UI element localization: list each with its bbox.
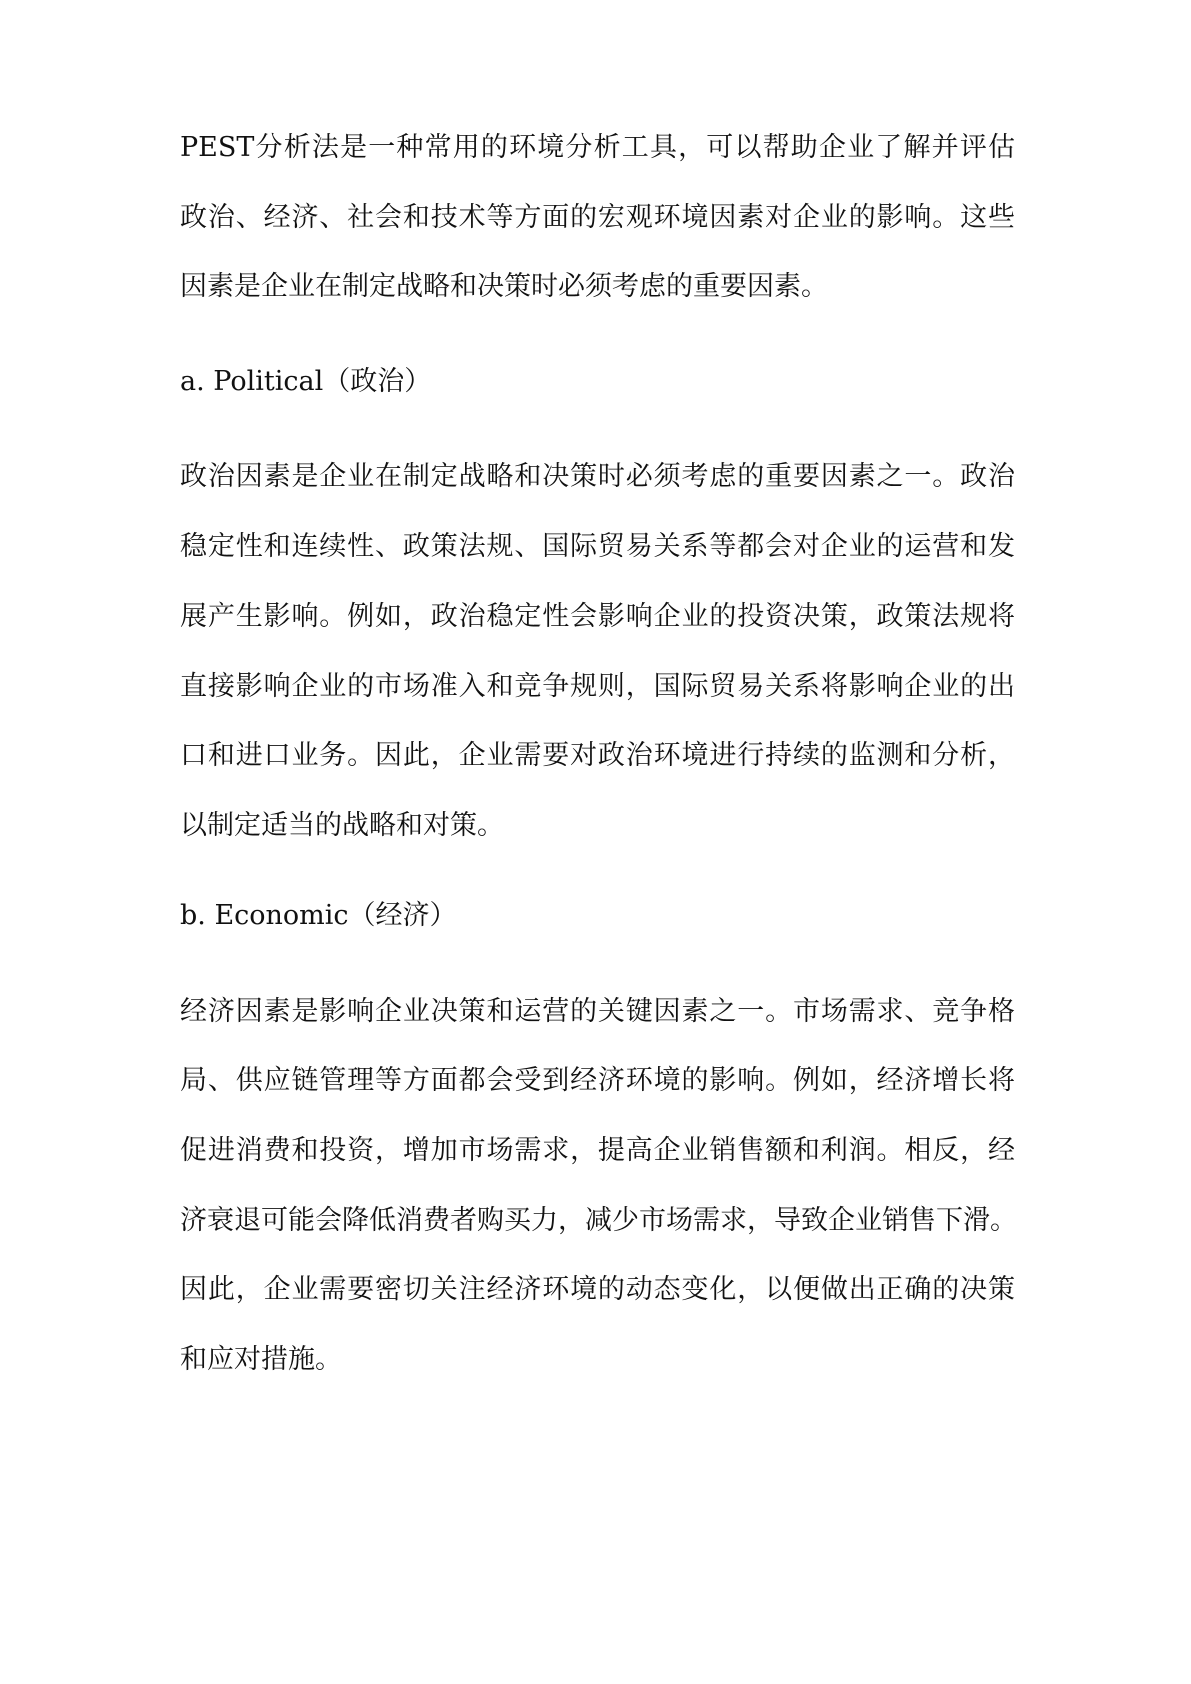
section-a-line-3: 展产生影响。例如，政治稳定性会影响企业的投资决策，政策法规将 (180, 601, 1015, 632)
section-a-line-2: 稳定性和连续性、政策法规、国际贸易关系等都会对企业的运营和发 (180, 531, 1015, 562)
section-b-line-5: 因此，企业需要密切关注经济环境的动态变化，以便做出正确的决策 (180, 1274, 1015, 1305)
section-a-heading: a. Political（政治） (180, 366, 432, 397)
section-b-heading: b. Economic（经济） (180, 900, 457, 931)
intro-line-3: 因素是企业在制定战略和决策时必须考虑的重要因素。 (180, 271, 828, 302)
section-b-line-3: 促进消费和投资，增加市场需求，提高企业销售额和利润。相反，经 (180, 1135, 1015, 1166)
section-a-line-4: 直接影响企业的市场准入和竞争规则，国际贸易关系将影响企业的出 (180, 671, 1015, 702)
section-b-line-1: 经济因素是影响企业决策和运营的关键因素之一。市场需求、竞争格 (180, 996, 1015, 1027)
section-b-line-2: 局、供应链管理等方面都会受到经济环境的影响。例如，经济增长将 (180, 1065, 1015, 1096)
intro-line-1: PEST分析法是一种常用的环境分析工具，可以帮助企业了解并评估 (180, 132, 1015, 163)
section-b-line-6: 和应对措施。 (180, 1344, 342, 1375)
intro-line-2: 政治、经济、社会和技术等方面的宏观环境因素对企业的影响。这些 (180, 202, 1015, 233)
section-a-line-1: 政治因素是企业在制定战略和决策时必须考虑的重要因素之一。政治 (180, 461, 1015, 492)
section-a-line-6: 以制定适当的战略和对策。 (180, 810, 504, 841)
section-b-line-4: 济衰退可能会降低消费者购买力，减少市场需求，导致企业销售下滑。 (180, 1205, 1017, 1236)
section-a-line-5: 口和进口业务。因此，企业需要对政治环境进行持续的监测和分析， (180, 740, 1015, 771)
